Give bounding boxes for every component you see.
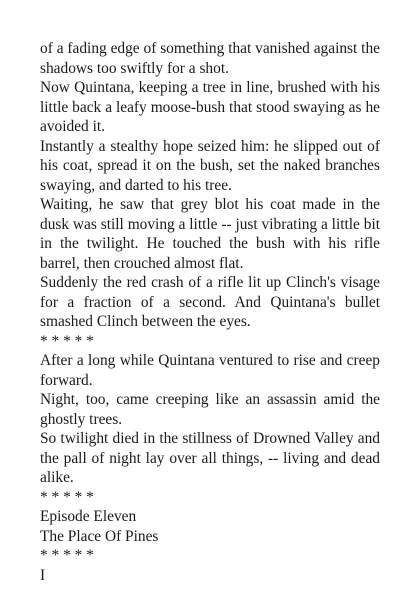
episode-heading: Episode Eleven: [40, 508, 137, 525]
section-separator: * * * * *: [40, 547, 94, 564]
paragraph-fading-edge: of a fading edge of something that vanished against the shadows too swiftly for a shot.: [40, 40, 380, 77]
chapter-number: I: [40, 566, 46, 584]
paragraph-twilight-died: So twilight died in the stillness of Drowned Valley and the pall of night lay over all things, -- living and dead alike.: [40, 430, 380, 486]
paragraph-moose-bush: Now Quintana, keeping a tree in line, brushed with his little back a leafy moose-bush that stood swaying as he avoided it.: [40, 79, 380, 135]
paragraph-red-crash: Suddenly the red crash of a rifle lit up Clinch's visage for a fraction of a second. And Quintana's bullet smashed Clinch between the eyes.: [40, 274, 380, 330]
paragraph-ventured: After a long while Quintana ventured to rise and creep forward.: [40, 352, 380, 389]
paragraph-stealthy-hope: Instantly a stealthy hope seized him: he slipped out of his coat, spread it on the bush, set the naked branches swaying, and darted to his tree.: [40, 137, 380, 194]
paragraph-waiting: Waiting, he saw that grey blot his coat made in the dusk was still moving a little -- just vibrating a little bit in the twilight. He touched the bush with his rifle barrel, then crouched almost flat.: [40, 196, 380, 272]
section-separator: * * * * *: [40, 332, 94, 350]
document-page: [40, 39, 380, 585]
episode-title: The Place Of Pines: [40, 527, 159, 545]
section-separator: * * * * *: [40, 488, 94, 506]
paragraph-night-creeping: Night, too, came creeping like an assassin amid the ghostly trees.: [40, 391, 380, 428]
